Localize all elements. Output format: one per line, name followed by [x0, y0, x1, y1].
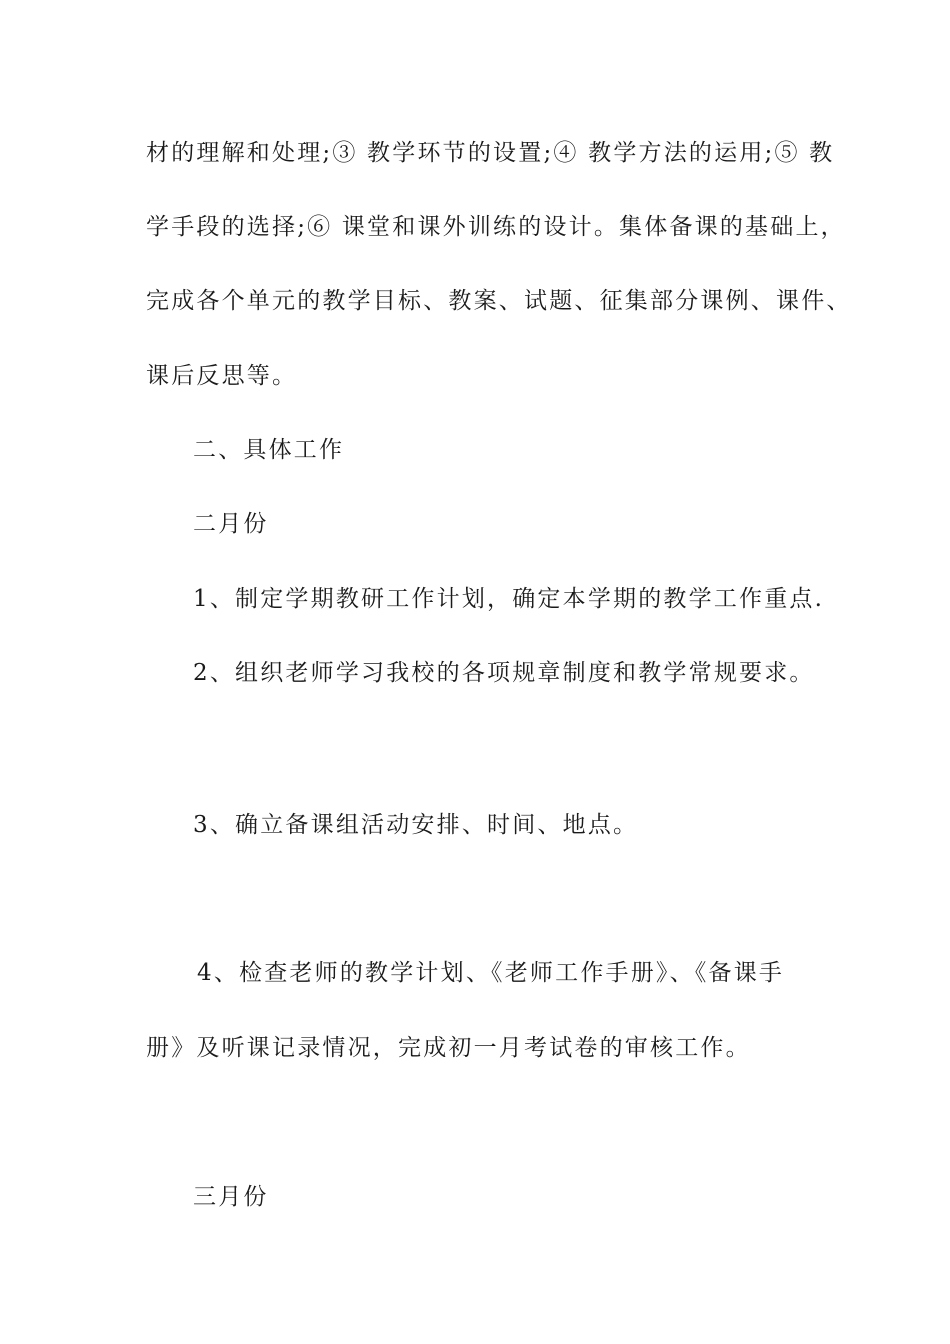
- section-heading: 二、具体工作: [193, 437, 345, 463]
- list-item-3: 3、确立备课组活动安排、时间、地点。: [193, 812, 639, 838]
- list-item-2: 2、组织老师学习我校的各项规章制度和教学常规要求。: [193, 660, 815, 686]
- list-item-4-line-2: 册》及听课记录情况，完成初一月考试卷的审核工作。: [146, 1035, 751, 1061]
- month-heading-february: 二月份: [193, 511, 269, 537]
- paragraph-line-2: 学手段的选择;⑥ 课堂和课外训练的设计。集体备课的基础上，: [146, 214, 846, 240]
- paragraph-line-1: 材的理解和处理;③ 教学环节的设置;④ 教学方法的运用;⑤ 教: [146, 140, 835, 166]
- list-item-1: 1、制定学期教研工作计划，确定本学期的教学工作重点.: [193, 586, 825, 612]
- month-heading-march: 三月份: [193, 1184, 269, 1210]
- list-item-4-line-1: 4、检查老师的教学计划、《老师工作手册》、《备课手: [197, 960, 785, 986]
- paragraph-line-3: 完成各个单元的教学目标、教案、试题、征集部分课例、课件、: [146, 288, 852, 314]
- paragraph-line-4: 课后反思等。: [146, 363, 298, 389]
